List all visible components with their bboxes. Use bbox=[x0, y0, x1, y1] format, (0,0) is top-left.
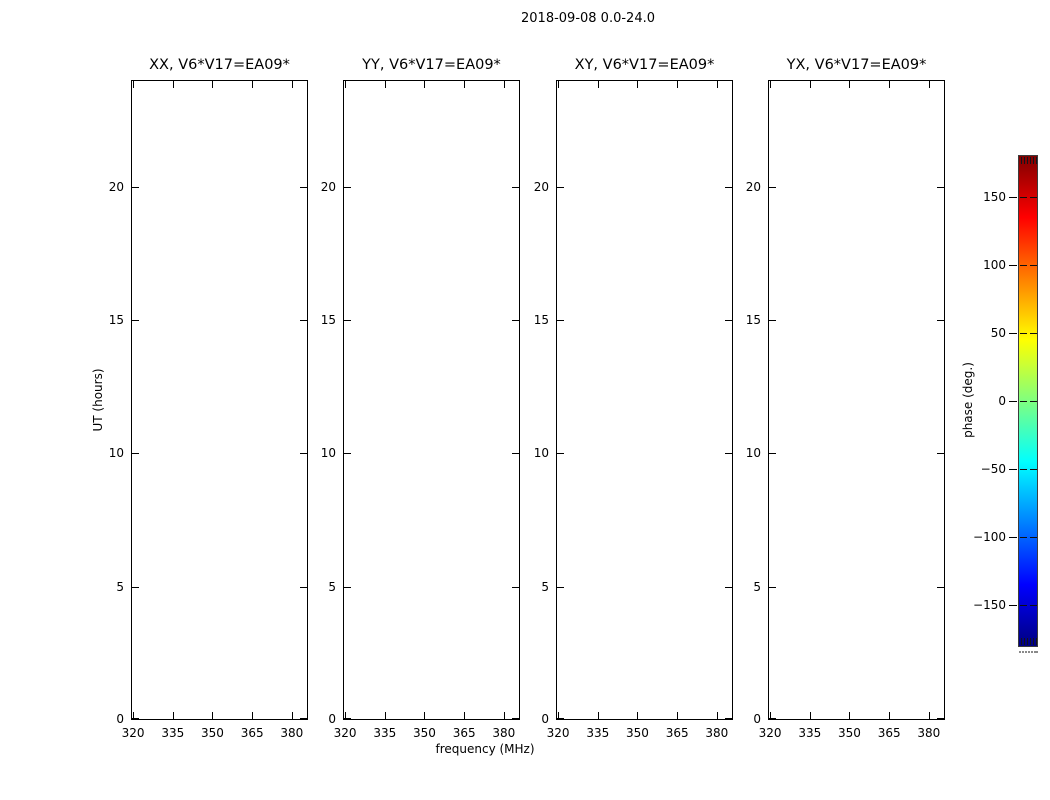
x-tick-label: 350 bbox=[201, 726, 224, 740]
y-tick-mark bbox=[769, 587, 776, 588]
y-tick-mark bbox=[344, 587, 351, 588]
colorbar-tick-label: −50 bbox=[980, 462, 1006, 476]
x-tick-label: 380 bbox=[705, 726, 729, 740]
y-tick-label: 15 bbox=[533, 313, 549, 327]
y-tick-mark bbox=[557, 187, 564, 188]
subplot-title: YX, V6*V17=EA09* bbox=[786, 57, 927, 73]
x-tick-mark-top bbox=[212, 81, 213, 88]
x-tick-mark-top bbox=[424, 81, 425, 88]
x-tick-label: 380 bbox=[917, 726, 941, 740]
y-tick-label: 10 bbox=[108, 446, 124, 461]
y-tick-label: 0 bbox=[328, 712, 336, 726]
y-tick-label: 0 bbox=[541, 712, 549, 726]
x-tick-label: 320 bbox=[546, 726, 570, 740]
x-tick-label: 365 bbox=[665, 726, 689, 740]
y-tick-mark-right bbox=[937, 718, 944, 719]
colorbar-tick-label: 50 bbox=[990, 326, 1006, 340]
colorbar-tick-inner-left bbox=[1020, 537, 1027, 538]
x-tick-mark-top bbox=[173, 81, 174, 88]
colorbar-tick-mark bbox=[1009, 197, 1017, 198]
colorbar-top-edge-dash bbox=[1033, 157, 1034, 164]
colorbar-bottom-dot bbox=[1034, 651, 1036, 653]
colorbar-tick-label: −150 bbox=[973, 598, 1006, 612]
colorbar-top-edge-dash bbox=[1021, 157, 1022, 164]
y-tick-mark-right bbox=[937, 320, 944, 321]
colorbar-tick-inner-left bbox=[1020, 333, 1027, 334]
colorbar-top-edge-dash bbox=[1036, 157, 1037, 164]
x-tick-mark bbox=[677, 712, 678, 719]
colorbar-top-edge-dash bbox=[1024, 157, 1025, 164]
y-tick-label: 20 bbox=[745, 179, 761, 194]
x-tick-label: 350 bbox=[838, 726, 861, 740]
x-tick-mark-top bbox=[598, 81, 599, 88]
colorbar-bottom-edge-dash bbox=[1036, 638, 1037, 645]
y-tick-mark bbox=[557, 587, 564, 588]
y-tick-label: 15 bbox=[108, 313, 124, 327]
x-tick-mark bbox=[504, 712, 505, 719]
x-tick-label: 320 bbox=[758, 726, 782, 740]
colorbar-tick-label: 150 bbox=[983, 190, 1006, 204]
x-tick-label: 350 bbox=[413, 726, 436, 740]
colorbar-tick-label: −100 bbox=[973, 530, 1006, 544]
x-tick-label: 380 bbox=[492, 726, 516, 740]
subplot-frame bbox=[556, 80, 733, 720]
colorbar-tick-mark bbox=[1009, 333, 1017, 334]
x-tick-label: 335 bbox=[161, 726, 185, 740]
colorbar-tick-inner-left bbox=[1020, 401, 1027, 402]
x-tick-mark-top bbox=[558, 81, 559, 88]
colorbar-axis-label: phase (deg.) bbox=[961, 362, 975, 438]
colorbar-top-edge-dash bbox=[1027, 157, 1028, 164]
x-tick-mark-top bbox=[345, 81, 346, 88]
x-tick-mark-top bbox=[133, 81, 134, 88]
x-axis-label: frequency (MHz) bbox=[435, 742, 535, 756]
x-tick-label: 365 bbox=[452, 726, 476, 740]
x-tick-mark-top bbox=[810, 81, 811, 88]
colorbar-tick-inner-right bbox=[1030, 401, 1037, 402]
subplot-title: YY, V6*V17=EA09* bbox=[362, 57, 501, 73]
y-tick-mark bbox=[344, 453, 351, 454]
x-tick-mark bbox=[252, 712, 253, 719]
x-tick-label: 365 bbox=[240, 726, 264, 740]
y-tick-label: 10 bbox=[320, 446, 336, 461]
x-tick-label: 335 bbox=[586, 726, 610, 740]
y-tick-label: 0 bbox=[753, 712, 761, 726]
y-tick-label: 15 bbox=[745, 313, 761, 327]
y-tick-label: 10 bbox=[745, 446, 761, 461]
y-tick-mark bbox=[557, 718, 564, 719]
colorbar-bottom-dot bbox=[1025, 651, 1027, 653]
x-tick-label: 365 bbox=[877, 726, 901, 740]
y-tick-label: 5 bbox=[541, 579, 549, 594]
x-tick-mark-top bbox=[464, 81, 465, 88]
colorbar-tick-label: 0 bbox=[998, 394, 1006, 408]
y-tick-mark bbox=[557, 320, 564, 321]
y-tick-label: 20 bbox=[320, 179, 336, 194]
colorbar-tick-inner-left bbox=[1020, 469, 1027, 470]
y-tick-mark bbox=[132, 320, 139, 321]
x-tick-mark bbox=[292, 712, 293, 719]
subplot-title: XX, V6*V17=EA09* bbox=[149, 57, 290, 73]
colorbar-tick-mark bbox=[1009, 401, 1017, 402]
subplot-frame bbox=[131, 80, 308, 720]
subplot-title: XY, V6*V17=EA09* bbox=[574, 57, 715, 73]
y-tick-label: 5 bbox=[116, 579, 124, 594]
colorbar-bottom-edge-dash bbox=[1021, 638, 1022, 645]
y-tick-mark bbox=[557, 453, 564, 454]
x-tick-mark bbox=[889, 712, 890, 719]
y-tick-label: 10 bbox=[533, 446, 549, 461]
y-tick-mark-right bbox=[937, 187, 944, 188]
colorbar-tick-mark bbox=[1009, 605, 1017, 606]
x-tick-mark-top bbox=[849, 81, 850, 88]
x-tick-mark bbox=[424, 712, 425, 719]
x-tick-mark bbox=[385, 712, 386, 719]
x-tick-mark bbox=[637, 712, 638, 719]
y-tick-mark bbox=[132, 187, 139, 188]
colorbar-tick-inner-right bbox=[1030, 197, 1037, 198]
y-tick-label: 5 bbox=[753, 579, 761, 594]
colorbar-tick-inner-left bbox=[1020, 605, 1027, 606]
colorbar-bottom-dot bbox=[1019, 651, 1021, 653]
y-tick-label: 5 bbox=[328, 579, 336, 594]
colorbar-bottom-edge-dash bbox=[1030, 638, 1031, 645]
colorbar-bottom-dot bbox=[1036, 651, 1038, 653]
colorbar-tick-inner-right bbox=[1030, 605, 1037, 606]
y-tick-mark-right bbox=[937, 587, 944, 588]
y-tick-mark bbox=[132, 587, 139, 588]
colorbar-bottom-edge-dash bbox=[1033, 638, 1034, 645]
colorbar-tick-inner-left bbox=[1020, 197, 1027, 198]
x-tick-label: 335 bbox=[798, 726, 822, 740]
y-tick-label: 20 bbox=[108, 179, 124, 194]
subplot-frame bbox=[343, 80, 520, 720]
colorbar-bottom-dot bbox=[1031, 651, 1033, 653]
y-tick-label: 0 bbox=[116, 712, 124, 726]
x-tick-mark bbox=[929, 712, 930, 719]
x-tick-mark-top bbox=[385, 81, 386, 88]
y-tick-mark bbox=[132, 718, 139, 719]
x-tick-mark bbox=[849, 712, 850, 719]
x-tick-label: 380 bbox=[280, 726, 304, 740]
colorbar-bottom-dot bbox=[1028, 651, 1030, 653]
colorbar-bottom-dot bbox=[1022, 651, 1024, 653]
y-tick-mark bbox=[769, 187, 776, 188]
subplot-frame bbox=[768, 80, 945, 720]
colorbar-tick-inner-right bbox=[1030, 537, 1037, 538]
x-tick-mark bbox=[212, 712, 213, 719]
x-tick-mark-top bbox=[889, 81, 890, 88]
figure-title: 2018-09-08 0.0-24.0 bbox=[521, 11, 655, 26]
y-tick-mark bbox=[769, 718, 776, 719]
y-tick-mark bbox=[132, 453, 139, 454]
x-tick-mark bbox=[598, 712, 599, 719]
colorbar-tick-mark bbox=[1009, 537, 1017, 538]
x-tick-mark-top bbox=[677, 81, 678, 88]
x-tick-label: 350 bbox=[626, 726, 649, 740]
x-tick-mark-top bbox=[929, 81, 930, 88]
colorbar-bottom-edge-dash bbox=[1027, 638, 1028, 645]
y-tick-mark bbox=[769, 453, 776, 454]
colorbar-tick-inner-left bbox=[1020, 265, 1027, 266]
y-tick-mark bbox=[344, 187, 351, 188]
y-tick-mark-right bbox=[937, 453, 944, 454]
x-tick-mark bbox=[810, 712, 811, 719]
y-tick-label: 15 bbox=[320, 313, 336, 327]
y-axis-label: UT (hours) bbox=[91, 368, 105, 432]
colorbar-bottom-edge-dash bbox=[1024, 638, 1025, 645]
x-tick-label: 320 bbox=[121, 726, 145, 740]
x-tick-mark bbox=[464, 712, 465, 719]
x-tick-mark-top bbox=[717, 81, 718, 88]
colorbar-top-edge-dash bbox=[1030, 157, 1031, 164]
x-tick-mark-top bbox=[770, 81, 771, 88]
colorbar-tick-label: 100 bbox=[983, 258, 1006, 272]
x-tick-mark-top bbox=[504, 81, 505, 88]
colorbar-tick-mark bbox=[1009, 265, 1017, 266]
y-tick-mark bbox=[344, 718, 351, 719]
colorbar-tick-inner-right bbox=[1030, 265, 1037, 266]
colorbar-tick-inner-right bbox=[1030, 333, 1037, 334]
x-tick-label: 335 bbox=[373, 726, 397, 740]
x-tick-mark bbox=[717, 712, 718, 719]
y-tick-mark bbox=[769, 320, 776, 321]
x-tick-mark-top bbox=[637, 81, 638, 88]
y-tick-label: 20 bbox=[533, 179, 549, 194]
x-tick-mark-top bbox=[292, 81, 293, 88]
y-tick-mark bbox=[344, 320, 351, 321]
x-tick-mark bbox=[173, 712, 174, 719]
x-tick-mark-top bbox=[252, 81, 253, 88]
colorbar-tick-mark bbox=[1009, 469, 1017, 470]
x-tick-label: 320 bbox=[333, 726, 357, 740]
colorbar-tick-inner-right bbox=[1030, 469, 1037, 470]
